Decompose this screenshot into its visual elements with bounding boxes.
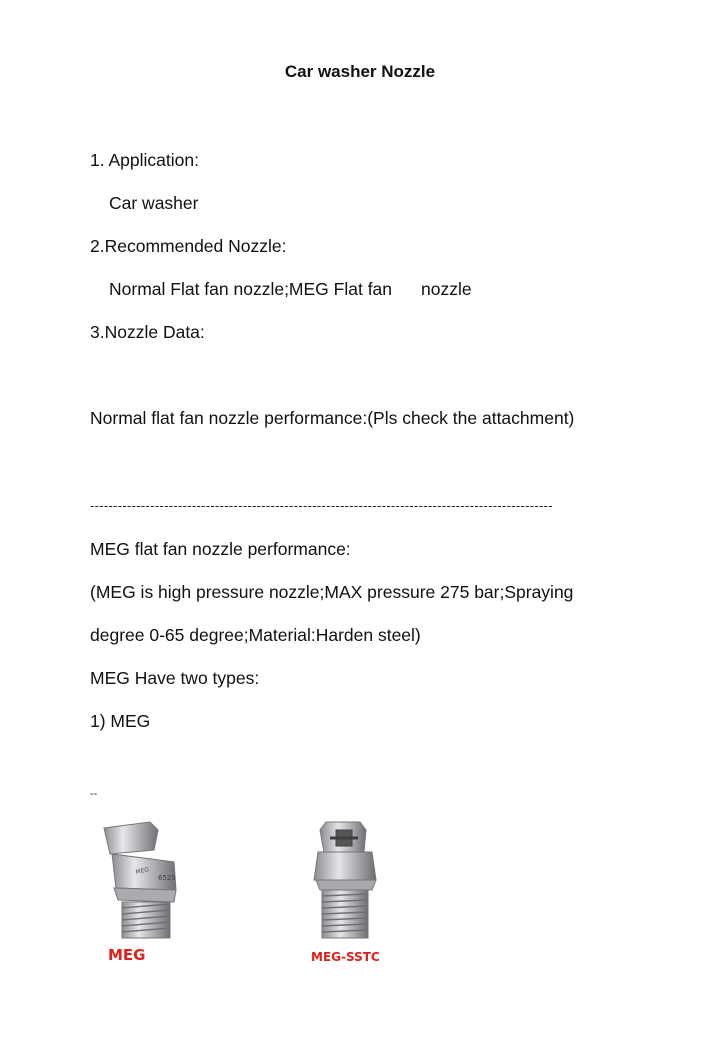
meg-sstc-caption: MEG-SSTC: [311, 950, 380, 964]
recommended-heading: 2.Recommended Nozzle:: [90, 236, 287, 256]
meg-engraving-number: 6525: [158, 874, 176, 882]
meg-engraving-text: MEG: [134, 866, 150, 876]
recommended-value: [109, 279, 472, 300]
meg-heading: MEG flat fan nozzle performance:: [90, 539, 351, 559]
dashed-separator: ----------------------------------------------------------------------------------------------------: [90, 498, 553, 513]
meg-sstc-nozzle-image: [296, 816, 396, 944]
meg-type-1: 1) MEG: [90, 711, 151, 731]
meg-types-heading: MEG Have two types:: [90, 668, 260, 688]
recommended-value-part1: Normal Flat fan nozzle;MEG Flat fan: [109, 279, 393, 299]
small-mark: --: [90, 788, 98, 800]
application-value: Car washer: [109, 193, 199, 213]
meg-description-line2: degree 0-65 degree;Material:Harden steel): [90, 625, 421, 645]
meg-nozzle-icon: [92, 818, 192, 946]
meg-sstc-nozzle-icon: [296, 816, 396, 944]
meg-nozzle-image: [92, 818, 192, 946]
application-heading: 1. Application:: [90, 150, 199, 170]
meg-description-line1: (MEG is high pressure nozzle;MAX pressure 275 bar;Spraying: [90, 582, 574, 602]
document-title: Car washer Nozzle: [284, 62, 436, 81]
recommended-value-part2: nozzle: [421, 279, 472, 299]
nozzle-data-heading: 3.Nozzle Data:: [90, 322, 205, 342]
meg-caption: MEG: [108, 946, 146, 964]
normal-performance-text: Normal flat fan nozzle performance:(Pls check the attachment): [90, 408, 575, 428]
